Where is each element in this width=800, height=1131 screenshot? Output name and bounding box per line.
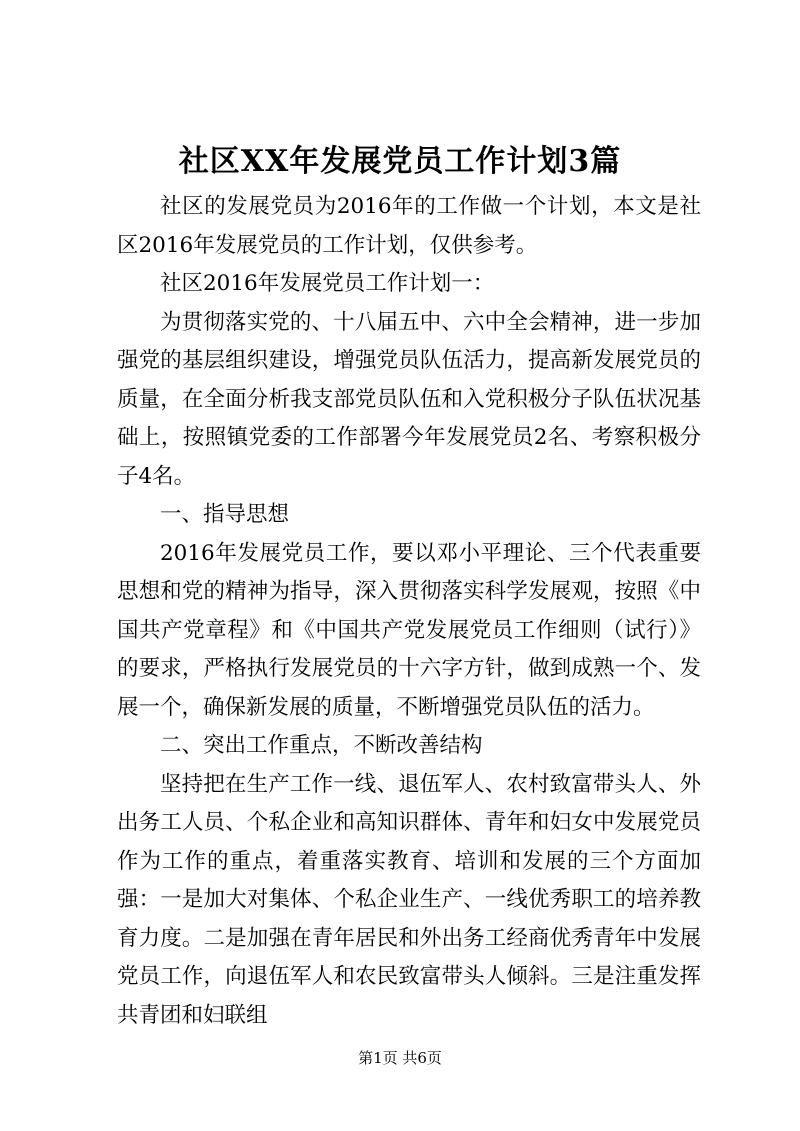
paragraph-plan-intro: 为贯彻落实党的、十八届五中、六中全会精神，进一步加强党的基层组织建设，增强党员队伍活力，提高新发展党员的质量，在全面分析我支部党员队伍和入党积极分子队伍状况基础上，按照镇党委的工作部署今年发展党员2名、考察积极分子4名。 <box>117 309 701 489</box>
document-body <box>117 188 701 1035</box>
paragraph-plan-heading: 社区2016年发展党员工作计划一： <box>160 271 495 296</box>
paragraph-key-work: 坚持把在生产工作一线、退伍军人、农村致富带头人、外出务工人员、个私企业和高知识群体、青年和妇女中发展党员作为工作的重点，着重落实教育、培训和发展的三个方面加强：一是加大对集体、个私企业生产、一线优秀职工的培养教育力度。二是加强在青年居民和外出务工经商优秀青年中发展党员工作，向退伍军人和农民致富带头人倾斜。三是注重发挥共青团和妇联组 <box>117 771 701 1028</box>
document-title: 社区XX年发展党员工作计划3篇 <box>178 144 622 179</box>
page-footer: 第1页 共6页 <box>358 1049 442 1067</box>
section-heading-key-work: 二、突出工作重点，不断改善结构 <box>160 733 483 758</box>
section-heading-guiding-thought: 一、指导思想 <box>160 502 290 527</box>
paragraph-guiding-thought: 2016年发展党员工作，要以邓小平理论、三个代表重要思想和党的精神为指导，深入贯彻落实科学发展观，按照《中国共产党章程》和《中国共产党发展党员工作细则（试行）》的要求，严格执行发展党员的十六字方针，做到成熟一个、发展一个，确保新发展的质量，不断增强党员队伍的活力。 <box>117 540 701 720</box>
paragraph-intro: 社区的发展党员为2016年的工作做一个计划，本文是社区2016年发展党员的工作计划，仅供参考。 <box>117 194 701 258</box>
